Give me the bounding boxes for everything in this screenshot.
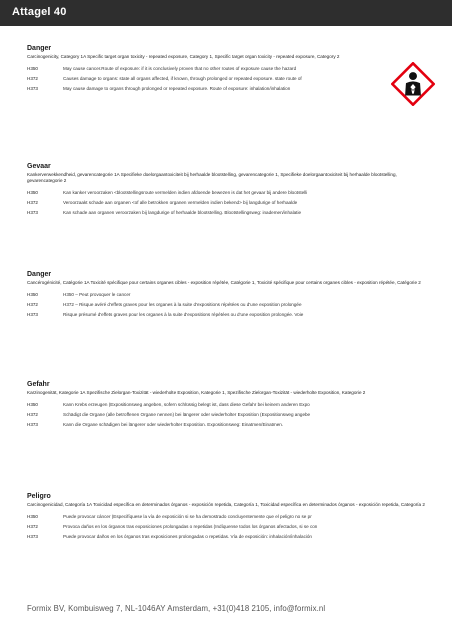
hazard-statements	[27, 514, 425, 544]
hazard-text: Puede provocar daños en los órganos tras exposiciones prolongadas o repetidas. Vía de exposición: inhalación/inhalación	[63, 534, 312, 540]
hazard-text: H372 – Risque avéré d'effets graves pour les organes à la suite d'expositions répétées ou d'une exposition prolongée	[63, 302, 302, 308]
hazard-code: H372	[27, 76, 38, 82]
hazard-text: Kan kanker veroorzaken <blootstellingsroute vermelden indien afdoende bewezen is dat het gevaar bij andere blootstelli	[63, 190, 308, 196]
hazard-text: Schädigt die Organe (alle betroffenen Organe nennen) bei längerer oder wiederholter Exposition (Expositionsweg angebe	[63, 412, 311, 418]
hazard-classification: Kankerverwekkendheid, gevarencategorie 1A Specifieke doelorgaantoxiciteit bij herhaalde blootstelling, gevarencategorie 1, Specifieke doelorgaantoxiciteit bij herhaalde blootstelling, gevarencategorie 2	[27, 172, 397, 184]
section-french	[27, 270, 425, 322]
hazard-classification: Carcinogenicidad, Categoría 1A Toxicidad específica en determinados órganos - exposición repetida, Categoría 1, Toxicidad específica en determinados órganos - exposición repetida, Categoría 2	[27, 502, 425, 507]
hazard-text: Kann die Organe schädigen bei längerer oder wiederholter Exposition. Expositionsweg: Einatmen/Einatmen.	[63, 422, 284, 428]
hazard-classification: Cancérogénicité, Catégorie 1A Toxicité spécifique pour certains organes cibles - exposition répétée, Catégorie 1, Toxicité spécifique pour certains organes cibles - exposition répétée, Catégorie 2	[27, 280, 421, 285]
signal-word: Danger	[27, 271, 52, 278]
section-german	[27, 380, 425, 432]
hazard-statement	[27, 514, 425, 524]
hazard-statement	[27, 66, 379, 76]
hazard-code: H372	[27, 412, 38, 418]
hazard-code: H350	[27, 402, 38, 408]
hazard-statement	[27, 76, 379, 86]
hazard-statement	[27, 302, 425, 312]
hazard-statement	[27, 292, 425, 302]
hazard-statements	[27, 402, 425, 432]
hazard-statement	[27, 312, 425, 322]
hazard-text: Veroorzaakt schade aan organen <of alle betrokken organen vermelden indien bekend> bij langdurige of herhaalde	[63, 200, 298, 206]
hazard-text: H350 – Peut provoquer le cancer	[63, 292, 131, 298]
page-title: Attagel 40	[12, 6, 67, 18]
section-english	[27, 44, 425, 96]
signal-word: Gevaar	[27, 163, 51, 170]
hazard-classification: Carcinogenicity, Category 1A Specific target organ toxicity - repeated exposure, Category 1, Specific target organ toxicity - repeated exposure, Category 2	[27, 54, 340, 59]
hazard-code: H373	[27, 534, 38, 540]
hazard-code: H373	[27, 210, 38, 216]
hazard-text: Kan schade aan organen veroorzaken bij langdurige of herhaalde blootstelling. Blootstellingsweg: inademen/inhalatie	[63, 210, 302, 216]
hazard-statement	[27, 422, 425, 432]
hazard-statement	[27, 210, 425, 220]
hazard-code: H373	[27, 312, 38, 318]
hazard-statements	[27, 66, 379, 96]
hazard-statement	[27, 86, 379, 96]
hazard-code: H372	[27, 524, 38, 530]
hazard-statement	[27, 200, 425, 210]
hazard-text: Causes damage to organs: state all organs affected, if known, through prolonged or repeated exposure. state route of	[63, 76, 302, 82]
hazard-statement	[27, 190, 425, 200]
hazard-text: Kann Krebs erzeugen (Expositionsweg angeben, sofern schlüssig belegt ist, dass diese Gefahr bei keinem anderen Expo	[63, 402, 310, 408]
signal-word: Danger	[27, 45, 52, 52]
hazard-code: H350	[27, 66, 38, 72]
hazard-code: H350	[27, 190, 38, 196]
signal-word: Peligro	[27, 493, 51, 500]
hazard-code: H373	[27, 86, 38, 92]
hazard-text: May cause cancer.Route of exposure: if it is conclusively proven that no other routes of exposure cause the hazard	[63, 66, 297, 72]
section-spanish	[27, 492, 425, 544]
hazard-statements	[27, 190, 425, 220]
page-header	[0, 0, 452, 26]
hazard-statement	[27, 402, 425, 412]
company-footer: Formix BV, Kombuisweg 7, NL-1046AY Amsterdam, +31(0)418 2105, info@formix.nl	[27, 604, 326, 613]
hazard-statements	[27, 292, 425, 322]
hazard-statement	[27, 524, 425, 534]
hazard-statement	[27, 412, 425, 422]
section-dutch	[27, 162, 425, 220]
hazard-code: H350	[27, 514, 38, 520]
hazard-statement	[27, 534, 425, 544]
hazard-code: H372	[27, 200, 38, 206]
hazard-classification: Karzinogenität, Kategorie 1A Spezifische Zielorgan-Toxizität - wiederholte Exposition, Kategorie 1, Spezifische Zielorgan-Toxizität - wiederholte Exposition, Kategorie 2	[27, 390, 366, 395]
hazard-text: Risque présumé d'effets graves pour les organes à la suite d'expositions répétées ou d'une exposition prolongée. Voie	[63, 312, 304, 318]
signal-word: Gefahr	[27, 381, 50, 388]
hazard-code: H372	[27, 302, 38, 308]
hazard-text: Puede provocar cáncer (Especifíquese la vía de exposición si se ha demostrado concluyentemente que el peligro no se pr	[63, 514, 312, 520]
hazard-code: H350	[27, 292, 38, 298]
hazard-text: Provoca daños en los órganos tras exposiciones prolongadas o repetidas (Indíquense todos los órganos afectados, si se con	[63, 524, 318, 530]
hazard-text: May cause damage to organs through prolonged or repeated exposure. Route of exposure: inhalation/inhalation	[63, 86, 291, 92]
hazard-code: H373	[27, 422, 38, 428]
